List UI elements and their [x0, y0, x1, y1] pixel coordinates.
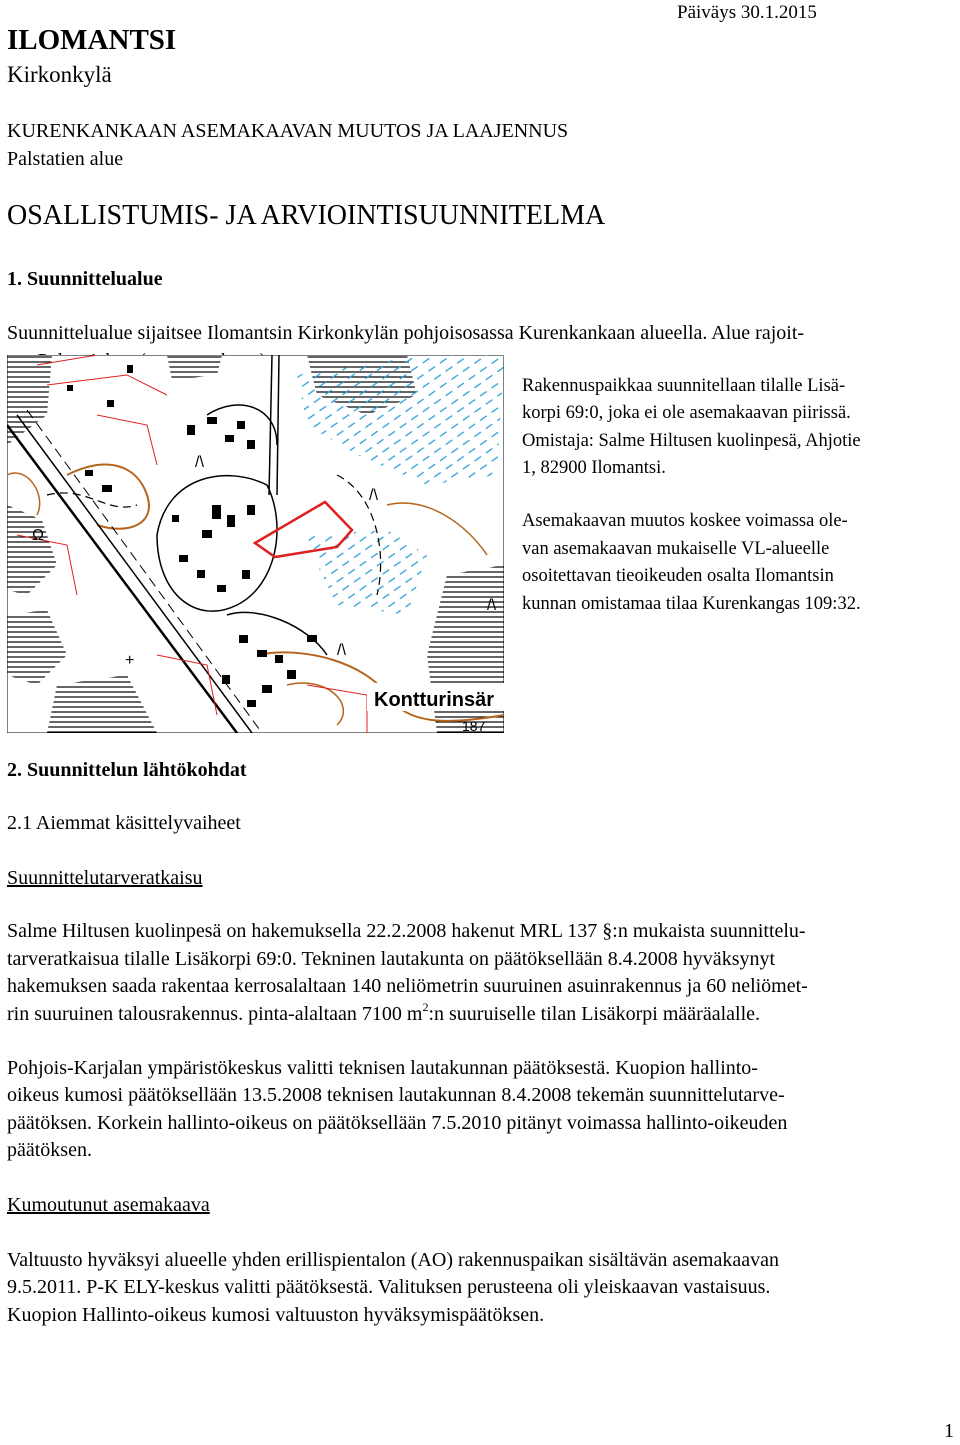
section-2-heading: 2. Suunnittelun lähtökohdat [7, 759, 247, 781]
plan-title: KURENKANKAAN ASEMAKAAVAN MUUTOS JA LAAJENNUS [7, 120, 569, 142]
repealed-plan-line: Kuopion Hallinto-oikeus kumosi valtuuston hyväksymispäätöksen. [7, 1304, 545, 1326]
svg-text:/\: /\ [337, 642, 346, 659]
superscript-2: 2 [422, 1000, 429, 1014]
appeal-line: oikeus kumosi päätöksellään 13.5.2008 teknisen lautakunnan 8.4.2008 tekemän suunnittelutarve- [7, 1084, 785, 1106]
svg-text:/\: /\ [369, 487, 378, 504]
appeal-line: Pohjois-Karjalan ympäristökeskus valitti teknisen lautakunnan päätöksestä. Kuopion hallinto- [7, 1057, 758, 1079]
repealed-plan-line: 9.5.2011. P-K ELY-keskus valitti päätöksestä. Valituksen perusteena oli yleiskaavan vastaisuus. [7, 1276, 771, 1298]
decision-line-text: rin suuruinen talousrakennus. pinta-alaltaan 7100 m [7, 1003, 423, 1025]
decision-line: tarveratkaisua tilalle Lisäkorpi 69:0. Tekninen lautakunta on päätöksellään 8.4.2008 hyväksynyt [7, 948, 776, 970]
page-number: 1 [944, 1420, 954, 1442]
map-place-label: Kontturinsär [374, 689, 494, 711]
repealed-plan-heading: Kumoutunut asemakaava [7, 1194, 210, 1216]
change-description-line: kunnan omistamaa tilaa Kurenkangas 109:32. [522, 594, 861, 614]
document-type-title: OSALLISTUMIS- JA ARVIOINTISUUNNITELMA [7, 200, 606, 231]
site-description-line: Omistaja: Salme Hiltusen kuolinpesä, Ahjotie [522, 431, 861, 451]
village-title: Kirkonkylä [7, 62, 112, 87]
decision-heading: Suunnittelutarveratkaisu [7, 867, 203, 889]
intro-line: Suunnittelualue sijaitsee Ilomantsin Kirkonkylän pohjoisosassa Kurenkankaan alueella. Alue rajoit- [7, 322, 805, 344]
site-description-line: korpi 69:0, joka ei ole asemakaavan piirissä. [522, 403, 851, 423]
appeal-line: päätöksen. [7, 1139, 92, 1161]
svg-text:Ω: Ω [32, 527, 44, 544]
repealed-plan-line: Valtuusto hyväksyi alueelle yhden erillispientalon (AO) rakennuspaikan sisältävän asemakaavan [7, 1249, 779, 1271]
site-location-map [7, 355, 504, 733]
svg-text:/\: /\ [195, 454, 204, 471]
municipality-title: ILOMANTSI [7, 24, 177, 56]
change-description-line: van asemakaavan mukaiselle VL-alueelle [522, 539, 830, 559]
decision-line: Salme Hiltusen kuolinpesä on hakemuksella 22.2.2008 hakenut MRL 137 §:n mukaista suunnittelu- [7, 920, 806, 942]
section-1-heading: 1. Suunnittelualue [7, 268, 163, 290]
svg-text:+: + [125, 652, 135, 669]
decision-line: hakemuksen saada rakentaa kerrosalaltaan 140 neliömetrin suuruinen asuinrakennus ja 60 neliömet- [7, 975, 808, 997]
subsection-2-1-heading: 2.1 Aiemmat käsittelyvaiheet [7, 812, 241, 834]
plan-subtitle: Palstatien alue [7, 148, 124, 170]
decision-line-text: :n suuruiselle tilan Lisäkorpi määräalalle. [428, 1003, 761, 1025]
document-date: Päiväys 30.1.2015 [677, 2, 817, 23]
map-elevation-label: 187 [462, 718, 486, 733]
site-description-line: 1, 82900 Ilomantsi. [522, 458, 666, 478]
decision-line [7, 1000, 761, 1026]
svg-text:/\: /\ [487, 597, 496, 614]
change-description-line: Asemakaavan muutos koskee voimassa ole- [522, 511, 848, 531]
appeal-line: päätöksen. Korkein hallinto-oikeus on päätöksellään 7.5.2010 pitänyt voimassa hallinto-oikeuden [7, 1112, 788, 1134]
site-description-line: Rakennuspaikkaa suunnitellaan tilalle Lisä- [522, 376, 846, 396]
change-description-line: osoitettavan tieoikeuden osalta Ilomantsin [522, 566, 834, 586]
